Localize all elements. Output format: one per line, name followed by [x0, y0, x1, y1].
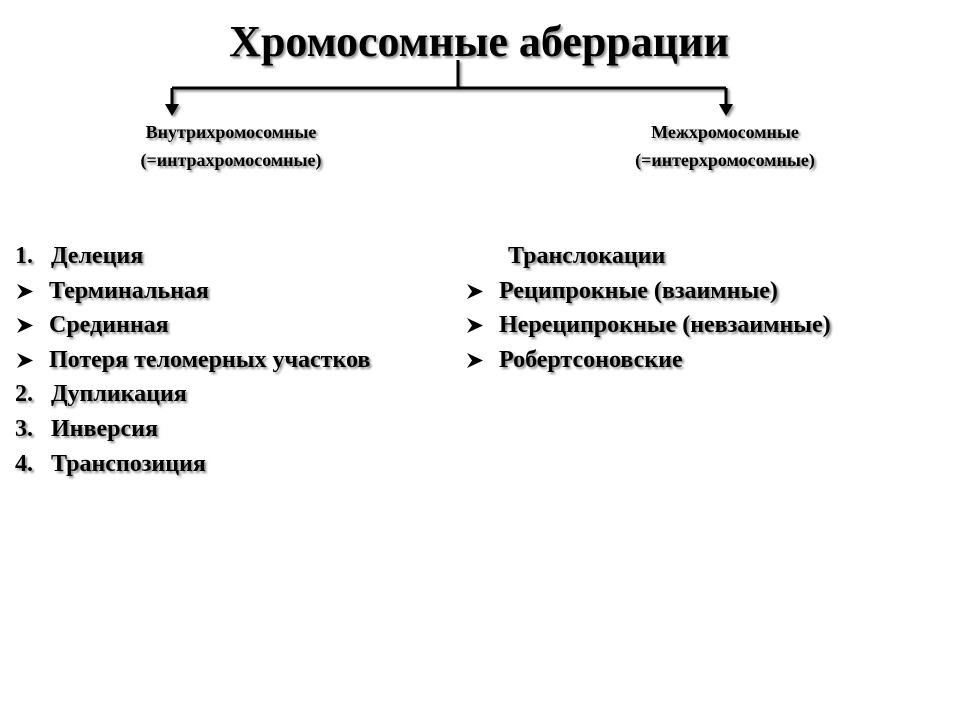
list-number: 3.: [15, 415, 33, 442]
branch-intrachromosomal: [51, 118, 411, 174]
list-item: [465, 343, 831, 378]
list-item: [15, 239, 370, 274]
arrow-bullet-icon: [465, 274, 499, 309]
arrow-bullet-icon: [15, 308, 49, 343]
list-number: 2.: [15, 381, 33, 408]
list-number: 4.: [15, 450, 33, 477]
branch-right-line2: (=интерхромосомные): [635, 150, 815, 170]
list-heading: [465, 239, 831, 274]
arrow-bullet-icon: [465, 343, 499, 378]
list-number: 1.: [15, 243, 33, 269]
list-item: [15, 377, 370, 412]
diagram-title: Хромосомные аберрации: [229, 17, 729, 66]
list-item: [465, 308, 831, 343]
list-item-text: Срединная: [49, 312, 169, 339]
list-item: [15, 343, 370, 378]
list-item-text: Реципрокные (взаимные): [499, 277, 778, 304]
list-item-text: Транспозиция: [51, 450, 206, 477]
list-item-text: Потеря теломерных участков: [49, 346, 371, 373]
branch-left-line2: (=интрахромосомные): [140, 150, 322, 170]
list-item: [15, 308, 370, 343]
list-item: [465, 274, 831, 309]
arrow-bullet-icon: [15, 274, 49, 309]
list-item: [15, 412, 370, 447]
list-item: [15, 274, 370, 309]
branch-left-line1: Внутрихромосомные: [145, 122, 317, 142]
list-item-text: Делеция: [51, 243, 144, 269]
arrowhead-left: [165, 104, 179, 116]
translocations-heading: Транслокации: [508, 243, 666, 269]
intrachromosomal-list: [15, 239, 370, 481]
branch-right-line1: Межхромосомные: [651, 122, 799, 142]
list-item-text: Инверсия: [51, 415, 158, 442]
list-item-text: Терминальная: [49, 277, 209, 304]
list-item: [15, 447, 370, 482]
branch-connector: [0, 0, 958, 130]
list-item-text: Робертсоновские: [499, 346, 683, 373]
arrow-bullet-icon: [465, 308, 499, 343]
arrowhead-right: [719, 104, 733, 116]
list-item-text: Дупликация: [51, 381, 187, 408]
interchromosomal-list: [465, 239, 831, 377]
branch-interchromosomal: [545, 118, 905, 174]
arrow-bullet-icon: [15, 343, 49, 378]
list-item-text: Нереципрокные (невзаимные): [499, 312, 831, 339]
